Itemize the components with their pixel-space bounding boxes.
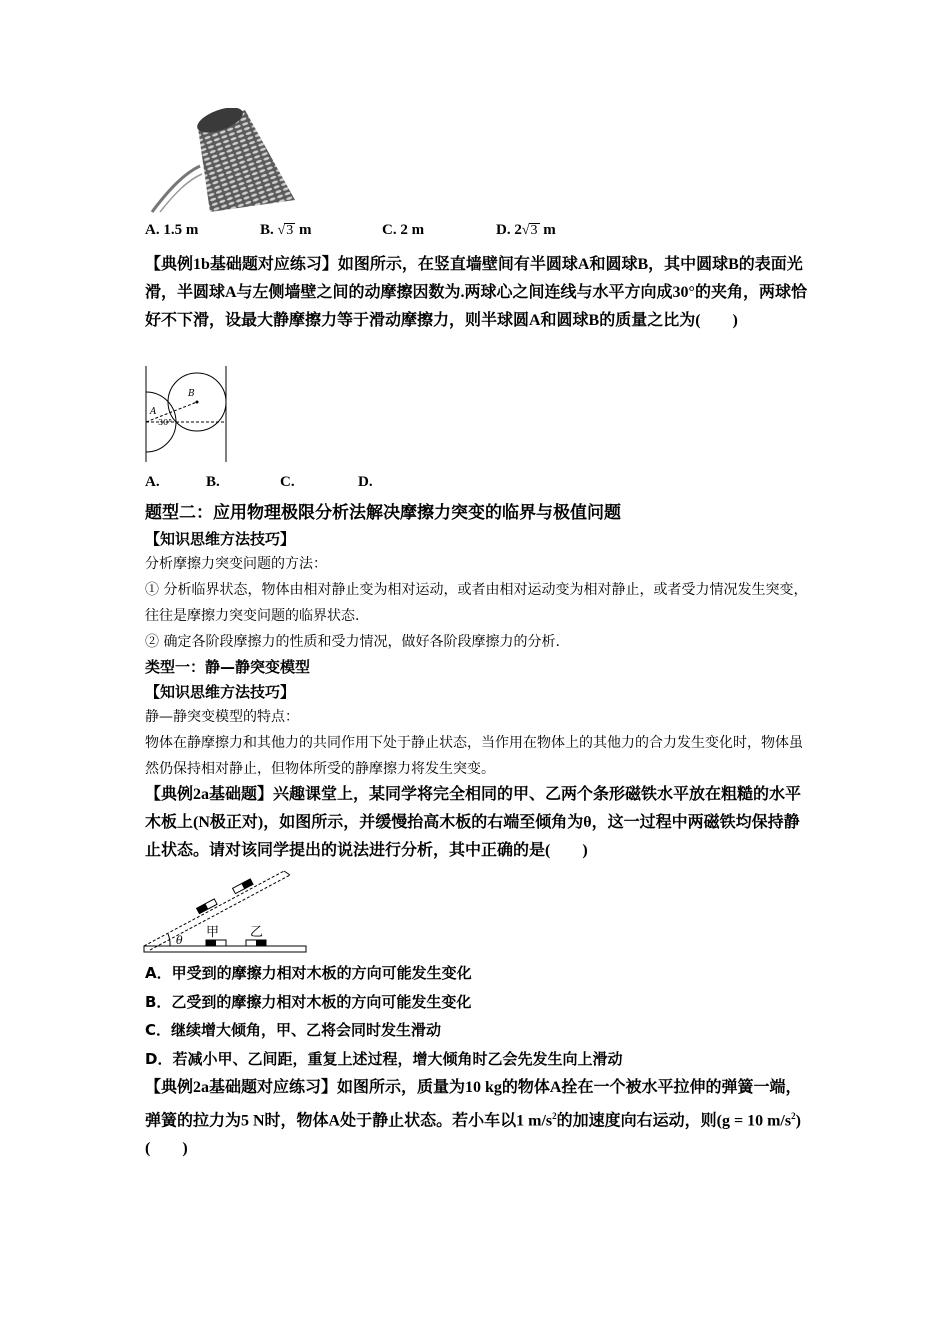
practice-part2: 的加速度向右运动，则(g = 10 m/s <box>556 1112 792 1130</box>
label-b: B <box>188 389 195 399</box>
label-yi: 乙 <box>250 925 264 940</box>
ex1b-option-c: C. <box>280 474 295 490</box>
example-1b-text: 【典例1b基础题对应练习】如图所示，在竖直墙壁间有半圆球A和圆球B，其中圆球B的表面光滑，半圆球A与左侧墙壁之间的动摩擦因数为.两球心之间连线与水平方向成30°的夹角，两球恰好不下滑，设最大静摩擦力等于滑动摩擦力，则半球圆A和圆球B的质量之比为( ) <box>145 256 807 329</box>
label-theta: θ <box>176 934 183 947</box>
magnets-board-figure <box>142 866 312 956</box>
option-a: A. 1.5 m <box>145 222 199 238</box>
option-b-unit: m <box>298 222 312 238</box>
ex2a-option-b: B．乙受到的摩擦力相对木板的方向可能发生变化 <box>145 993 472 1011</box>
tips-title-1: 【知识思维方法技巧】 <box>145 530 296 548</box>
label-jia: 甲 <box>206 925 220 940</box>
option-c: C. 2 m <box>382 222 425 238</box>
ex2a-option-c: C．继续增大倾角，甲、乙将会同时发生滑动 <box>145 1021 442 1039</box>
sqrt-symbol: √ <box>521 223 530 238</box>
sqrt-symbol: √ <box>277 223 286 238</box>
option-d-label: D. 2 <box>496 222 522 238</box>
practice-sup2: 2 <box>791 1111 796 1121</box>
ex2a-option-d: D．若减小甲、乙间距，重复上述过程，增大倾角时乙会先发生向上滑动 <box>145 1050 623 1068</box>
label-a: A <box>150 407 157 417</box>
tips-title-2: 【知识思维方法技巧】 <box>145 683 296 701</box>
method-title: 分析摩擦力突变问题的方法： <box>145 556 327 572</box>
feature-text: 物体在静摩擦力和其他力的共同作用下处于静止状态，当作用在物体上的其他力的合力发生变化时，物体虽然仍保持相对静止，但物体所受的静摩擦力将发生突变。 <box>145 735 803 777</box>
option-d <box>496 222 556 239</box>
practice-part1: 【典例2a基础题对应练习】如图所示，质量为10 kg的物体A拴在一个被水平拉伸的弹簧一端，弹簧的拉力为5 N时，物体A处于静止状态。若小车以1 m/s <box>145 1079 802 1130</box>
method-point-1: ① 分析临界状态，物体由相对静止变为相对运动，或者由相对运动变为相对静止，或者受力情况发生突变，往往是摩擦力突变问题的临界状态. <box>145 582 808 624</box>
option-b <box>260 222 311 239</box>
example-2a-practice-text <box>145 1074 810 1163</box>
ex1b-option-b: B. <box>206 474 220 490</box>
practice-part3: )( ) <box>145 1112 801 1158</box>
option-d-unit: m <box>543 222 556 238</box>
option-d-radicand: 3 <box>530 223 538 238</box>
option-b-label: B. <box>260 222 274 238</box>
option-b-radicand: 3 <box>286 223 294 238</box>
section-heading-type2: 题型二：应用物理极限分析法解决摩擦力突变的临界与极值问题 <box>145 503 621 523</box>
ex2a-option-a: A．甲受到的摩擦力相对木板的方向可能发生变化 <box>145 964 472 982</box>
practice-sup1: 2 <box>552 1111 557 1121</box>
spheres-figure <box>140 366 232 462</box>
feature-title: 静—静突变模型的特点： <box>145 709 299 725</box>
ex1b-option-d: D. <box>358 474 373 490</box>
label-angle: 30° <box>158 418 173 427</box>
rolled-mat-figure <box>150 108 300 214</box>
ex1b-option-a: A. <box>145 474 160 490</box>
method-point-2: ② 确定各阶段摩擦力的性质和受力情况，做好各阶段摩擦力的分析. <box>145 634 560 650</box>
example-2a-text: 【典例2a基础题】兴趣课堂上，某同学将完全相同的甲、乙两个条形磁铁水平放在粗糙的水平木板上(N极正对)，如图所示，并缓慢抬高木板的右端至倾角为θ，这一过程中两磁铁均保持静止状态。请对该同学提出的说法进行分析，其中正确的是( ) <box>145 786 802 859</box>
category-heading: 类型一：静—静突变模型 <box>145 658 311 676</box>
